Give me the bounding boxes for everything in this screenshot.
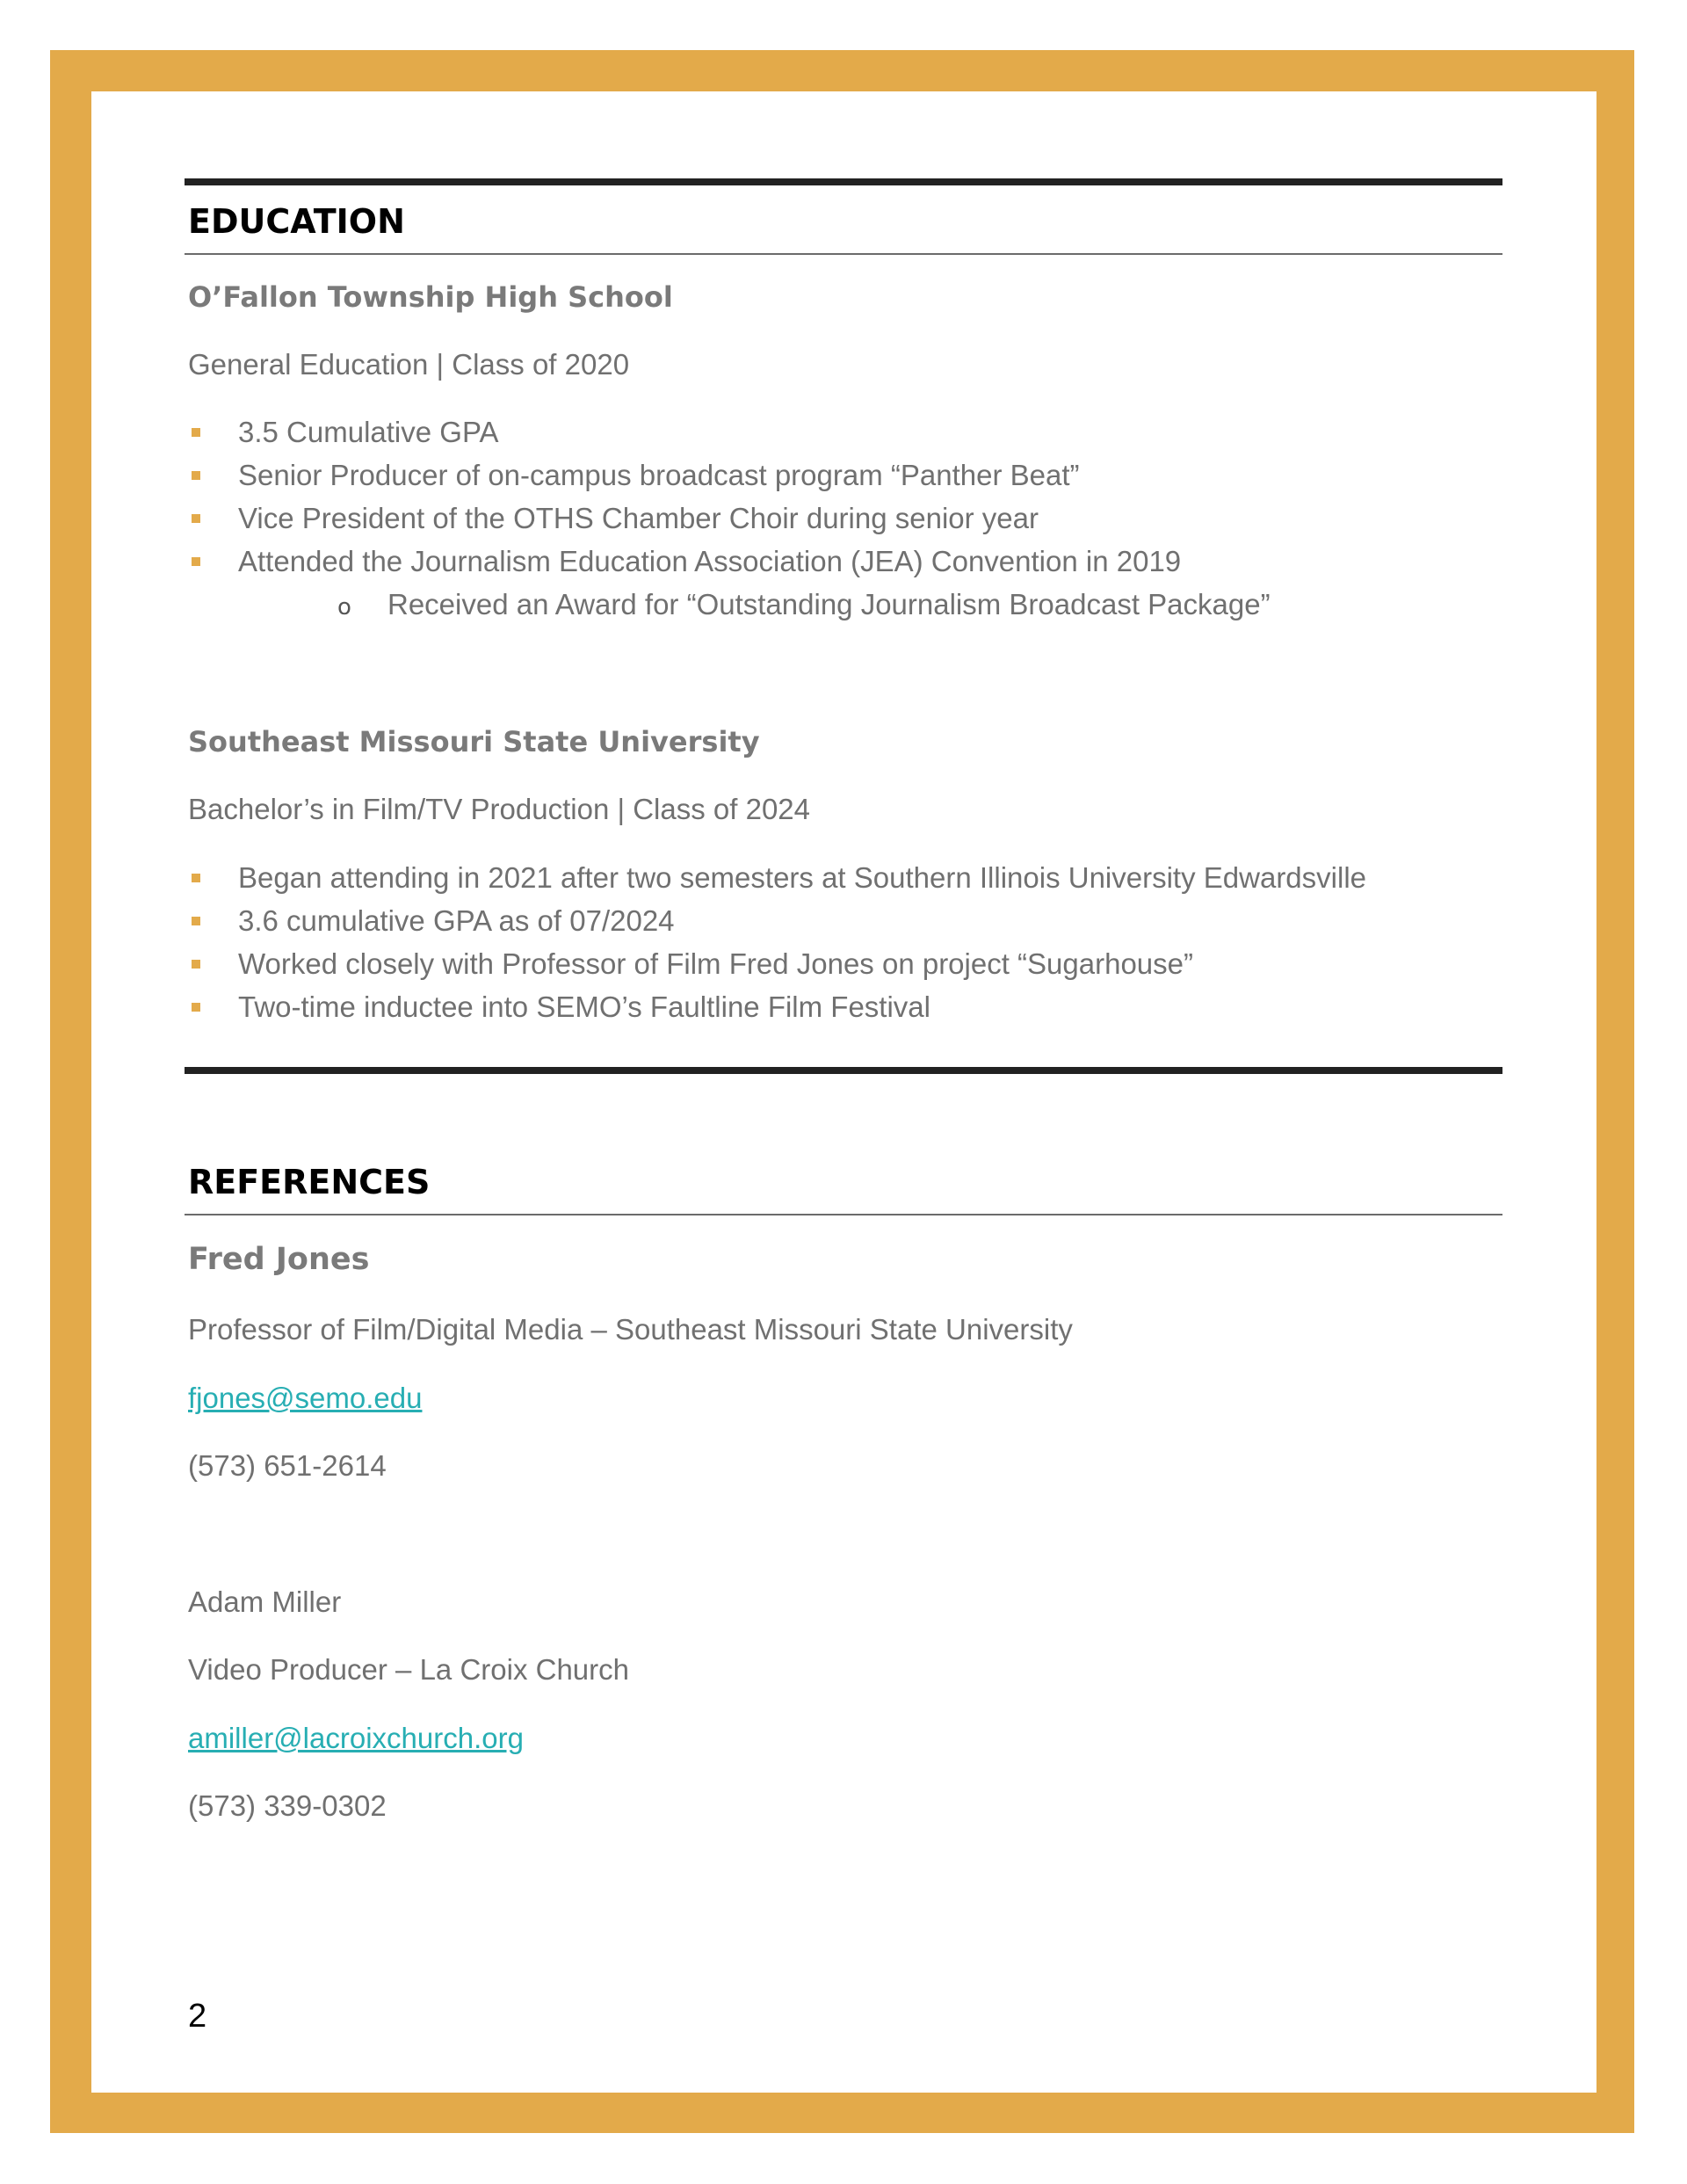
square-bullet-icon [192, 428, 200, 437]
list-item-text: Began attending in 2021 after two semesters at Southern Illinois University Edwardsville [238, 861, 1367, 894]
reference-title: Video Producer – La Croix Church [188, 1653, 629, 1686]
section-divider-thick [185, 178, 1502, 185]
list-item-text: 3.6 cumulative GPA as of 07/2024 [238, 904, 675, 937]
list-item-text: Two-time inductee into SEMO’s Faultline Film Festival [238, 990, 930, 1023]
heading-underline [185, 253, 1502, 255]
page-number: 2 [188, 1998, 207, 2035]
list-item-text: Vice President of the OTHS Chamber Choir during senior year [238, 502, 1039, 534]
email-link[interactable]: amiller@lacroixchurch.org [188, 1722, 524, 1754]
square-bullet-icon [192, 557, 200, 566]
list-item-text: Worked closely with Professor of Film Fred Jones on project “Sugarhouse” [238, 947, 1194, 980]
email-link[interactable]: fjones@semo.edu [188, 1382, 423, 1414]
school-name: Southeast Missouri State University [188, 725, 760, 758]
list-item-text: 3.5 Cumulative GPA [238, 416, 499, 448]
sub-list-item-text: Received an Award for “Outstanding Journalism Broadcast Package” [387, 588, 1271, 620]
reference-email [188, 1381, 422, 1416]
section-divider-thick [185, 1067, 1502, 1074]
heading-underline [185, 1214, 1502, 1215]
school-detail: General Education | Class of 2020 [188, 348, 630, 381]
list-item-text: Senior Producer of on-campus broadcast program “Panther Beat” [238, 459, 1080, 491]
reference-name: Fred Jones [188, 1242, 370, 1277]
education-heading: EDUCATION [188, 202, 405, 241]
school-detail: Bachelor’s in Film/TV Production | Class of 2024 [188, 793, 811, 825]
reference-phone: (573) 651-2614 [188, 1449, 387, 1482]
square-bullet-icon [192, 960, 200, 969]
references-heading: REFERENCES [188, 1163, 431, 1201]
square-bullet-icon [192, 471, 200, 480]
reference-title: Professor of Film/Digital Media – Southeast Missouri State University [188, 1313, 1073, 1346]
square-bullet-icon [192, 874, 200, 882]
list-item-text: Attended the Journalism Education Association (JEA) Convention in 2019 [238, 545, 1182, 577]
reference-name: Adam Miller [188, 1585, 342, 1618]
reference-email [188, 1721, 524, 1756]
school-name: O’Fallon Township High School [188, 280, 673, 314]
circle-bullet-icon: o [337, 594, 351, 620]
reference-phone: (573) 339-0302 [188, 1789, 387, 1822]
square-bullet-icon [192, 1003, 200, 1012]
square-bullet-icon [192, 917, 200, 925]
square-bullet-icon [192, 514, 200, 523]
